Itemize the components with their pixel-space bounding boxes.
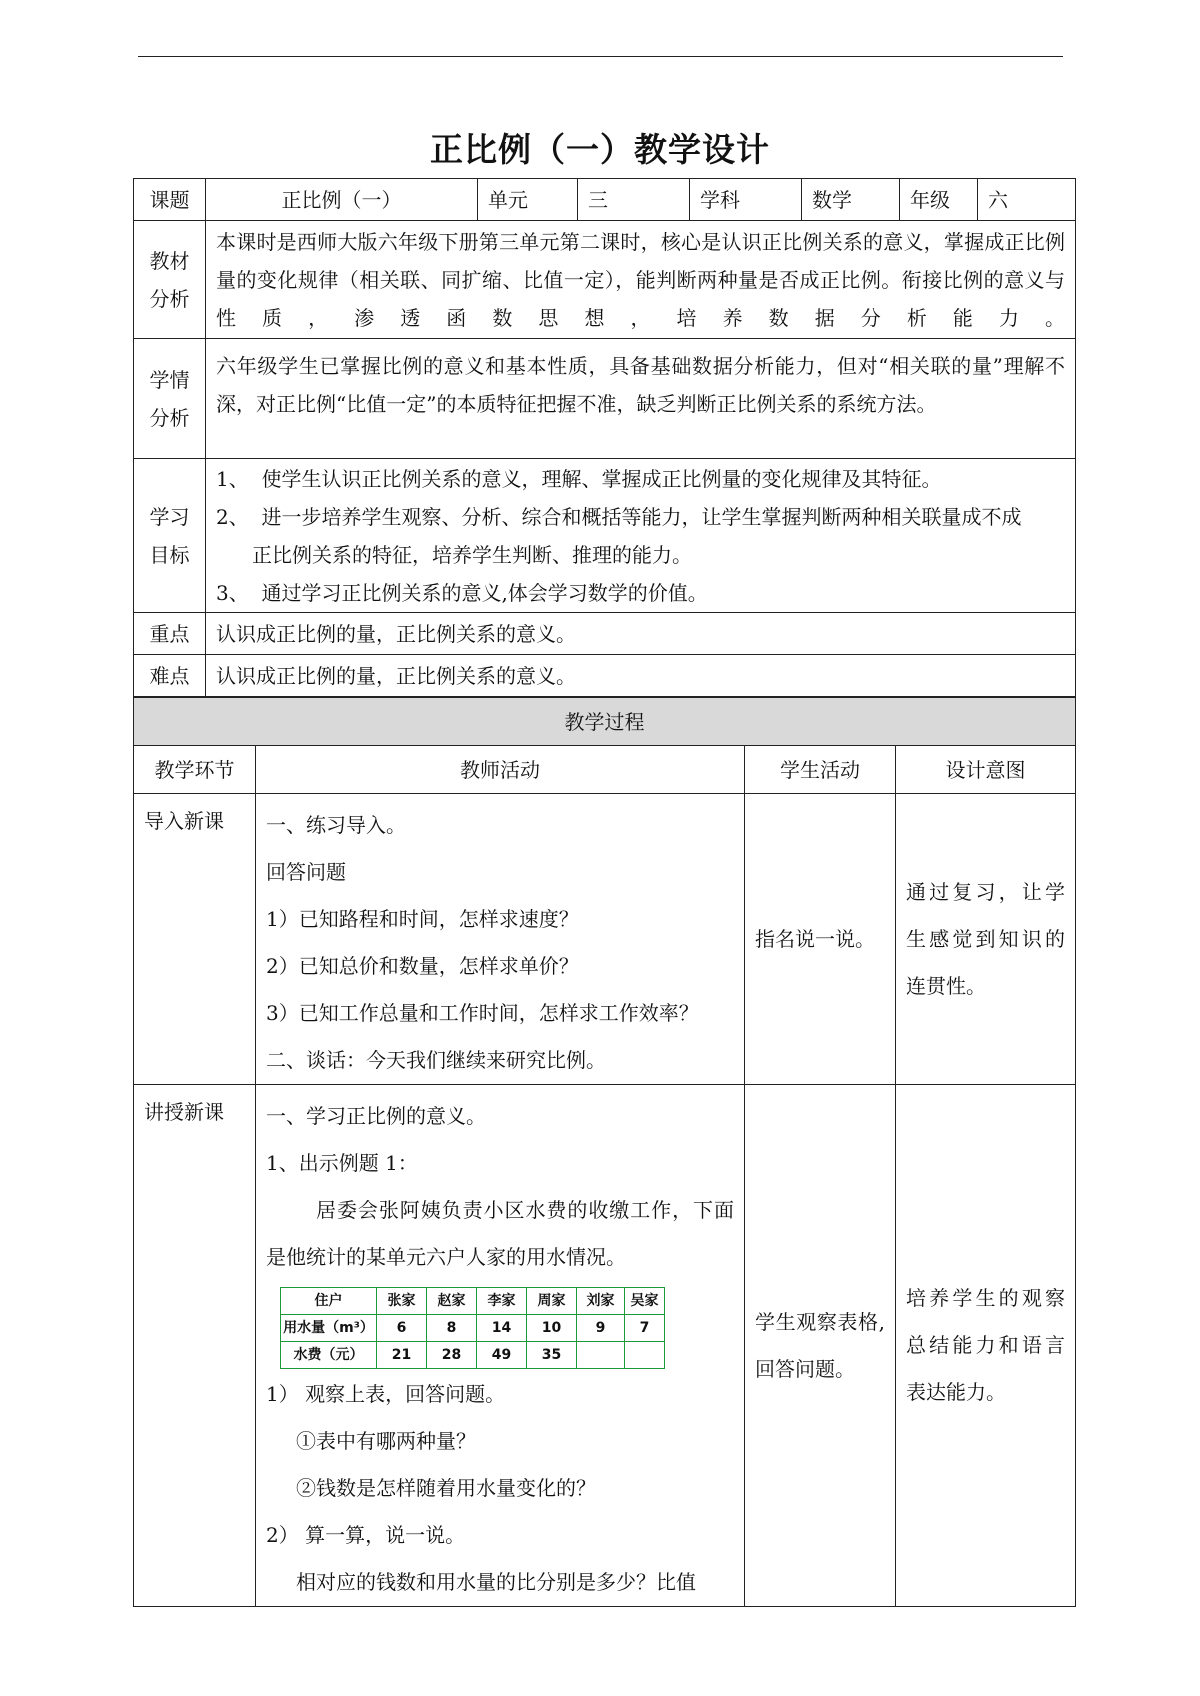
col-intent-header: 设计意图 xyxy=(896,746,1076,794)
goals-label-line-1: 学习 xyxy=(149,504,190,529)
subject-label: 学科 xyxy=(690,179,802,221)
process-row-new-lesson xyxy=(134,1085,1076,1607)
goals-label xyxy=(134,459,206,613)
info-row-key xyxy=(134,613,1076,655)
info-table xyxy=(133,178,1076,697)
teacher-line: 1）已知路程和时间，怎样求速度？ xyxy=(266,907,579,931)
water-cell: 10 xyxy=(527,1315,577,1342)
unit-value: 三 xyxy=(578,179,690,221)
water-cell xyxy=(625,1342,665,1369)
design-intent-intro xyxy=(896,794,1076,1085)
design-intent-text: 培养学生的观察总结能力和语言表达能力。 xyxy=(906,1286,1065,1404)
teacher-line: 一、练习导入。 xyxy=(266,813,406,837)
process-columns-row xyxy=(134,746,1076,794)
grade-label: 年级 xyxy=(900,179,978,221)
water-cell: 赵家 xyxy=(427,1288,477,1315)
info-row-difficulty xyxy=(134,655,1076,697)
info-row-goals xyxy=(134,459,1076,613)
water-cell: 用水量（m³） xyxy=(281,1315,377,1342)
goal-text: 通过学习正比例关系的意义,体会学习数学的价值。 xyxy=(261,580,708,605)
teacher-line: 2）已知总价和数量，怎样求单价？ xyxy=(266,954,579,978)
key-text: 认识成正比例的量，正比例关系的意义。 xyxy=(206,613,1076,655)
difficulty-label: 难点 xyxy=(134,655,206,697)
subject-value: 数学 xyxy=(802,179,900,221)
student-activity-text: 指名说一说。 xyxy=(755,926,875,951)
teacher-line: 二、谈话：今天我们继续来研究比例。 xyxy=(266,1048,606,1072)
goals-label-line-2: 目标 xyxy=(149,542,190,567)
header-rule xyxy=(138,56,1063,57)
water-cell: 刘家 xyxy=(577,1288,625,1315)
student-label-line-1: 学情 xyxy=(149,367,190,392)
col-teacher-header: 教师活动 xyxy=(256,746,745,794)
col-stage-header: 教学环节 xyxy=(134,746,256,794)
teacher-line: 相对应的钱数和用水量的比分别是多少？比值 xyxy=(296,1570,696,1594)
water-cell: 6 xyxy=(377,1315,427,1342)
water-cell: 周家 xyxy=(527,1288,577,1315)
water-cell xyxy=(577,1342,625,1369)
water-cell: 住户 xyxy=(281,1288,377,1315)
process-row-intro xyxy=(134,794,1076,1085)
goals-list xyxy=(206,459,1076,613)
process-table xyxy=(133,697,1076,1607)
teacher-line: 回答问题 xyxy=(266,860,346,884)
student-activity-intro xyxy=(745,794,896,1085)
water-cell: 14 xyxy=(477,1315,527,1342)
goal-number: 1、 xyxy=(216,466,249,491)
stage-intro: 导入新课 xyxy=(134,794,256,1085)
water-usage-table xyxy=(280,1287,665,1369)
teacher-line: 1、出示例题 1： xyxy=(266,1151,418,1175)
material-label-line-1: 教材 xyxy=(149,248,190,273)
material-label-line-2: 分析 xyxy=(149,286,190,311)
material-label xyxy=(134,221,206,339)
process-header-row xyxy=(134,698,1076,746)
info-row-topic xyxy=(134,179,1076,221)
goal-item-2-continued: 正比例关系的特征，培养学生判断、推理的能力。 xyxy=(252,542,692,567)
teacher-line: 3）已知工作总量和工作时间，怎样求工作效率？ xyxy=(266,1001,699,1025)
water-cell: 49 xyxy=(477,1342,527,1369)
difficulty-text: 认识成正比例的量，正比例关系的意义。 xyxy=(206,655,1076,697)
process-header: 教学过程 xyxy=(134,698,1076,746)
student-activity-new-lesson xyxy=(745,1085,896,1607)
goal-text: 进一步培养学生观察、分析、综合和概括等能力，让学生掌握判断两种相关联量成不成 xyxy=(261,504,1022,529)
water-cell: 35 xyxy=(527,1342,577,1369)
water-cell: 水费（元） xyxy=(281,1342,377,1369)
water-cell: 李家 xyxy=(477,1288,527,1315)
info-row-material xyxy=(134,221,1076,339)
teacher-activity-intro xyxy=(256,794,745,1085)
page-title: 正比例（一）教学设计 xyxy=(430,130,770,169)
teacher-line: ①表中有哪两种量？ xyxy=(296,1429,476,1453)
stage-new-lesson: 讲授新课 xyxy=(134,1085,256,1607)
topic-value: 正比例（一） xyxy=(206,179,478,221)
teacher-line: ②钱数是怎样随着用水量变化的？ xyxy=(296,1476,596,1500)
key-label: 重点 xyxy=(134,613,206,655)
design-intent-new-lesson xyxy=(896,1085,1076,1607)
grade-value: 六 xyxy=(978,179,1076,221)
info-row-student xyxy=(134,339,1076,459)
water-usage-row xyxy=(281,1315,665,1342)
unit-label: 单元 xyxy=(478,179,578,221)
water-cell: 7 xyxy=(625,1315,665,1342)
water-cell: 21 xyxy=(377,1342,427,1369)
water-header-row xyxy=(281,1288,665,1315)
design-intent-text: 通过复习，让学生感觉到知识的连贯性。 xyxy=(906,879,1065,998)
goal-item-1 xyxy=(216,460,1065,498)
water-cell: 28 xyxy=(427,1342,477,1369)
water-cell: 9 xyxy=(577,1315,625,1342)
topic-label: 课题 xyxy=(134,179,206,221)
goal-number: 2、 xyxy=(216,504,249,529)
goal-number: 3、 xyxy=(216,580,249,605)
teacher-activity-new-lesson xyxy=(256,1085,745,1607)
goal-item-3 xyxy=(216,574,1065,612)
example-paragraph: 居委会张阿姨负责小区水费的收缴工作，下面是他统计的某单元六户人家的用水情况。 xyxy=(266,1198,734,1269)
water-cell: 吴家 xyxy=(625,1288,665,1315)
material-text: 本课时是西师大版六年级下册第三单元第二课时，核心是认识正比例关系的意义，掌握成正比例量的变化规律（相关联、同扩缩、比值一定），能判断两种量是否成正比例。衔接比例的意义与性质，渗透函数思想，培养数据分析能力。 xyxy=(206,221,1076,339)
goal-item-2 xyxy=(216,498,1065,536)
teacher-line: 2） 算一算，说一说。 xyxy=(266,1523,466,1547)
student-analysis-label xyxy=(134,339,206,459)
student-activity-text: 学生观察表格,回答问题。 xyxy=(755,1309,885,1381)
water-cell: 8 xyxy=(427,1315,477,1342)
teacher-line: 1） 观察上表，回答问题。 xyxy=(266,1382,506,1406)
student-analysis-text xyxy=(206,339,1076,459)
student-analysis-paragraph: 六年级学生已掌握比例的意义和基本性质，具备基础数据分析能力，但对“相关联的量”理解不深，对正比例“比值一定”的本质特征把握不准，缺乏判断正比例关系的系统方法。 xyxy=(216,354,1065,416)
teacher-line: 一、学习正比例的意义。 xyxy=(266,1104,486,1128)
water-cell: 张家 xyxy=(377,1288,427,1315)
col-student-header: 学生活动 xyxy=(745,746,896,794)
goal-text: 使学生认识正比例关系的意义，理解、掌握成正比例量的变化规律及其特征。 xyxy=(261,466,942,491)
water-fee-row xyxy=(281,1342,665,1369)
student-label-line-2: 分析 xyxy=(149,405,190,430)
